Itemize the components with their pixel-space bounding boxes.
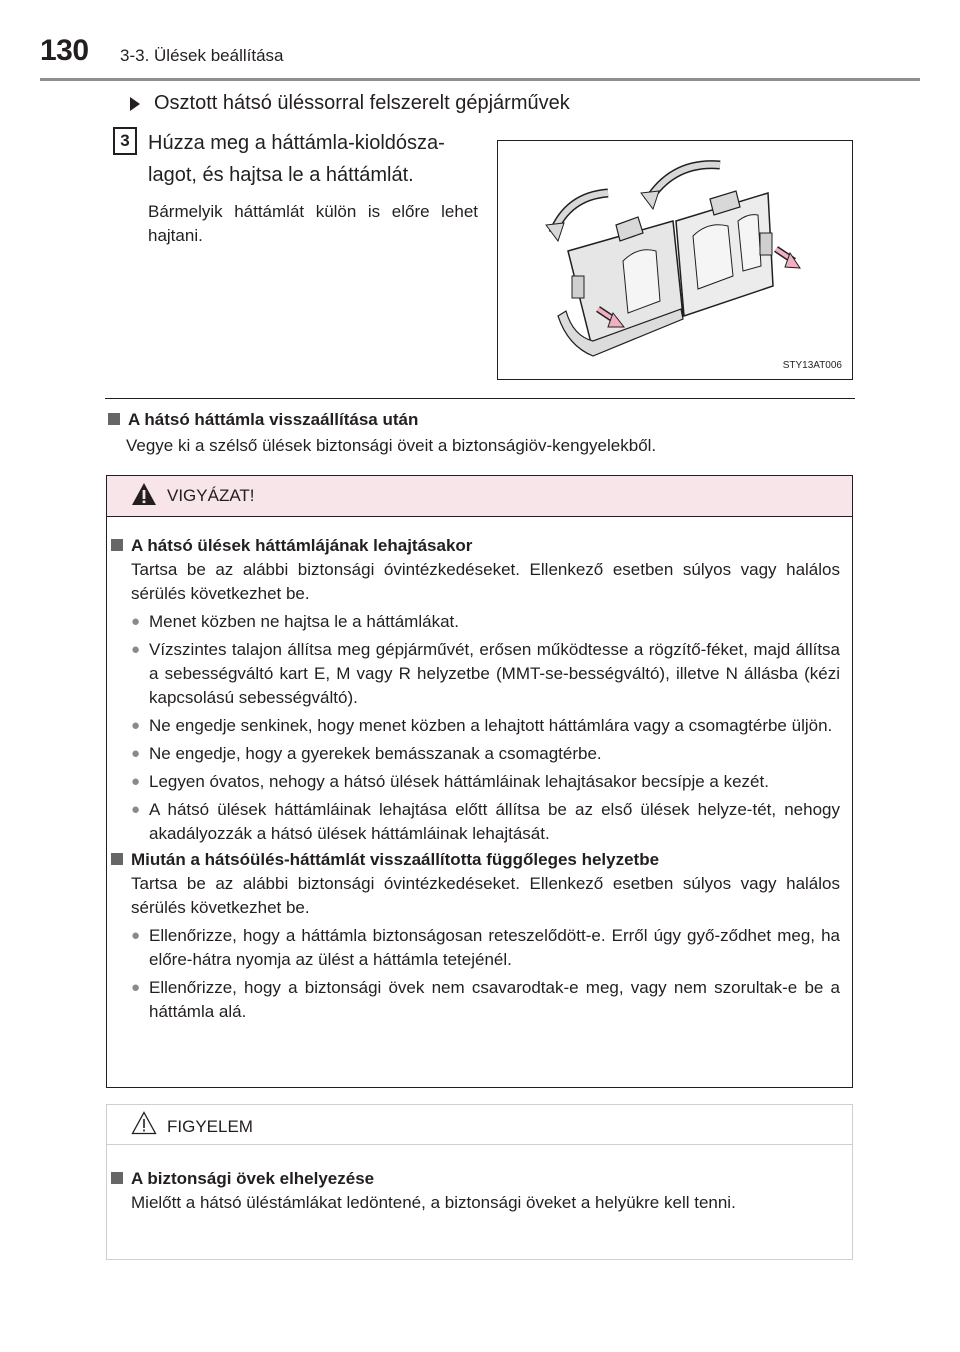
bullet-dot-icon: ●	[131, 979, 141, 996]
notice-box	[106, 1104, 853, 1260]
square-bullet-icon	[111, 539, 123, 551]
triangle-bullet-icon	[130, 97, 140, 111]
bullet-dot-icon: ●	[131, 745, 141, 762]
section-title: 3-3. Ülések beállítása	[120, 46, 284, 65]
notice-heading	[111, 1167, 843, 1191]
seat-illustration	[497, 140, 853, 380]
list-item	[111, 638, 840, 710]
caution-group-2-title-text: Miután a hátsóülés-háttámlát visszaállította függőleges helyzetbe	[131, 850, 660, 869]
list-item	[111, 798, 840, 846]
list-item-text: Menet közben ne hajtsa le a háttámlákat.	[149, 612, 459, 631]
notice-text: Mielőtt a hátsó üléstámlákat ledöntené, a biztonsági öveket a helyükre kell tenni.	[131, 1193, 736, 1212]
list-item-text: Vízszintes talajon állítsa meg gépjárművét, erősen működtesse a rögzítő-féket, majd állítsa a sebességváltó kart E, M vagy R helyzetbe (MMT-se-bességváltó), illetve N állásba (kézi kapcsolású sebességváltó).	[149, 640, 840, 707]
list-item	[111, 976, 840, 1024]
caution-group-1-intro: Tartsa be az alábbi biztonsági óvintézkedéseket. Ellenkező esetben súlyos vagy halálos sérülés következhet be.	[131, 560, 840, 603]
list-item-text: Ellenőrizze, hogy a háttámla biztonságosan reteszelődött-e. Erről úgy győ-ződhet meg, ha előre-hátra nyomja az ülést a háttámla tetejénél.	[149, 926, 840, 969]
caution-group-1-title-text: A hátsó ülések háttámlájának lehajtásakor	[131, 536, 473, 555]
caution-group-2-title	[111, 848, 840, 872]
notice-body	[111, 1165, 843, 1215]
caution-title: VIGYÁZAT!	[167, 486, 255, 505]
notice-heading-text: A biztonsági övek elhelyezése	[131, 1169, 375, 1188]
bullet-dot-icon: ●	[131, 801, 141, 818]
list-item-text: Ne engedje senkinek, hogy menet közben a lehajtott háttámlára vagy a csomagtérbe üljön.	[149, 716, 833, 735]
list-item	[111, 924, 840, 972]
caution-header	[107, 476, 852, 517]
list-item	[111, 714, 840, 738]
list-item-text: Legyen óvatos, nehogy a hátsó ülések háttámláinak lehajtásakor becsípje a kezét.	[149, 772, 769, 791]
list-item-text: Ellenőrizze, hogy a biztonsági övek nem csavarodtak-e meg, vagy nem szorultak-e be a háttámla alá.	[149, 978, 840, 1021]
list-item-text: Ne engedje, hogy a gyerekek bemásszanak a csomagtérbe.	[149, 744, 602, 763]
sub-heading-text: Osztott hátsó üléssorral felszerelt gépjárművek	[154, 92, 570, 114]
notice-title: FIGYELEM	[167, 1117, 253, 1136]
bullet-dot-icon: ●	[131, 927, 141, 944]
notice-header	[107, 1105, 852, 1145]
list-item	[111, 742, 840, 766]
rear-seat-folding-drawing	[498, 141, 854, 381]
caution-group-2-intro: Tartsa be az alábbi biztonsági óvintézkedéseket. Ellenkező esetben súlyos vagy halálos sérülés következhet be.	[131, 874, 840, 917]
sub-heading	[130, 92, 570, 115]
notice-warning-icon	[131, 1111, 157, 1135]
bullet-dot-icon: ●	[131, 641, 141, 658]
page-number: 130	[40, 34, 89, 67]
caution-group-1-title	[111, 534, 840, 558]
bullet-dot-icon: ●	[131, 717, 141, 734]
list-item	[111, 610, 840, 634]
caution-body	[107, 532, 852, 1024]
figure-code: STY13AT006	[782, 360, 842, 371]
bullet-dot-icon: ●	[131, 773, 141, 790]
step-number: 3	[113, 127, 137, 155]
list-item-text: A hátsó ülések háttámláinak lehajtása előtt állítsa be az első ülések helyze-tét, nehogy akadályozzák a hátsó ülések háttámláinak lehajtását.	[149, 800, 840, 843]
info-heading	[108, 410, 418, 430]
step-note: Bármelyik háttámlát külön is előre lehet hajtani.	[148, 202, 478, 245]
square-bullet-icon	[111, 853, 123, 865]
square-bullet-icon	[108, 413, 120, 425]
bullet-dot-icon: ●	[131, 613, 141, 630]
step-text: Húzza meg a háttámla-kioldósza-lagot, és hajtsa le a háttámlát.	[148, 132, 445, 186]
info-heading-text: A hátsó háttámla visszaállítása után	[128, 410, 419, 429]
section-rule	[105, 398, 855, 399]
square-bullet-icon	[111, 1172, 123, 1184]
header-rule	[40, 78, 920, 81]
list-item	[111, 770, 840, 794]
caution-box	[106, 475, 853, 1088]
warning-icon	[131, 482, 157, 506]
info-text: Vegye ki a szélső ülések biztonsági öveit a biztonságiöv-kengyelekből.	[126, 436, 657, 455]
